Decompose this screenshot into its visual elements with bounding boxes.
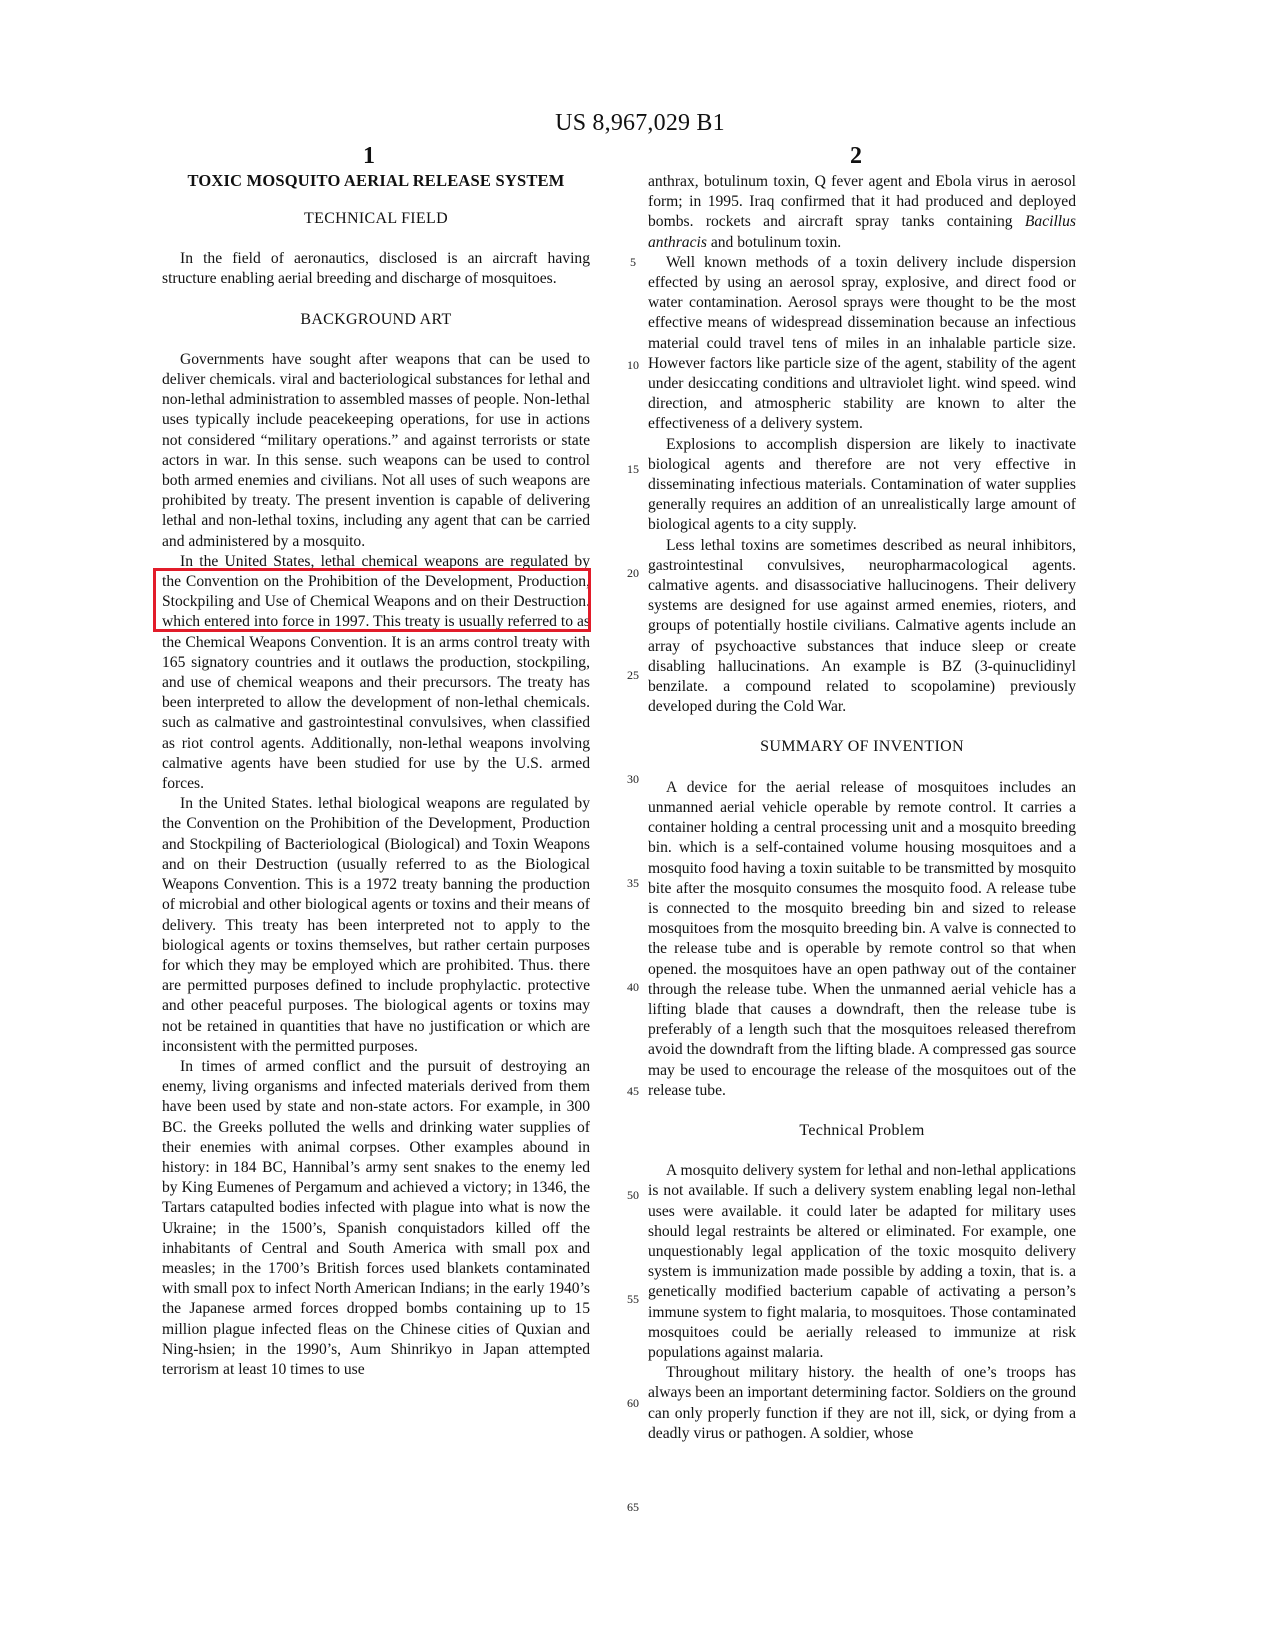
- line-number: 15: [627, 462, 639, 476]
- document-title: TOXIC MOSQUITO AERIAL RELEASE SYSTEM: [187, 171, 565, 190]
- background-p1-text: Governments have sought after weapons that can be used to deliver chemicals. viral and bacteriological substances for lethal and non-lethal administration to assembled masses of people. Non-lethal uses typically include peacekeeping operations, for use in actions not considered “military operations.” and against terrorists or state actors in war. In this sense. such weapons can be used to control both armed enemies and civilians. Not all uses of such weapons are prohibited by treaty.: [162, 350, 590, 510]
- line-number: 10: [627, 358, 639, 372]
- background-paragraph-2: In the United States, lethal chemical weapons are regulated by the Convention on the Prohibition of the Development, Production, Stockpiling and Use of Chemical Weapons and on their Destruction. which entered into force in 1997. This treaty is usually referred to as the Chemical Weapons Convention. It is an arms control treaty with 165 signatory countries and it outlaws the production, stockpiling, and use of chemical weapons and their precursors. The treaty has been interpreted to allow the development of non-lethal chemicals. such as calmative and gastrointestinal convulsives, when classified as riot control agents. Additionally, non-lethal weapons involving calmative agents have been studied for use by the U.S. armed forces.: [162, 552, 590, 793]
- technical-problem-heading: Technical Problem: [799, 1121, 925, 1139]
- summary-paragraph: A device for the aerial release of mosquitoes includes an unmanned aerial vehicle operable by remote control. It carries a container holding a central processing unit and a mosquito breeding bin. which is a self-contained volume housing mosquitoes and a mosquito food having a toxin suitable to be transmitted by mosquito bite after the mosquito consumes the mosquito food. A release tube is connected to the mosquito breeding bin and sized to release mosquitoes from the mosquito breeding bin. A valve is connected to the release tube and is operable by remote control so that when opened. the mosquitoes have an open pathway out of the container through the release tube. When the unmanned aerial vehicle has a lifting blade that causes a downdraft, then the release tube is preferably of a length such that the mosquitoes released therefrom avoid the downdraft from the lifting blade. A compressed gas source may be used to encourage the release of the mosquitoes out of the release tube.: [648, 778, 1076, 1099]
- right-p1-end: and botulinum toxin.: [710, 233, 842, 251]
- line-number: 55: [627, 1292, 639, 1306]
- line-number: 40: [627, 980, 639, 994]
- right-paragraph-2: Well known methods of a toxin delivery include dispersion effected by using an aerosol spray, explosive, and direct food or water contamination. Aerosol sprays were thought to be the most effective means of widespread dissemination because an infectious material could travel tens of miles in an inhalable particle size. However factors like particle size of the agent, stability of the agent under desiccating conditions and ultraviolet light. wind speed. wind direction, and atmospheric stability are known to alter the effectiveness of a delivery system.: [648, 253, 1076, 433]
- line-number: 5: [630, 255, 636, 269]
- background-paragraph-4: In times of armed conflict and the pursuit of destroying an enemy, living organisms and infected materials derived from them have been used by state and non-state actors. For example, in 300 BC. the Greeks polluted the wells and drinking water supplies of their enemies with animal corpses. Other examples abound in history: in 184 BC, Hannibal’s army sent snakes to the enemy led by King Eumenes of Pergamum and achieved a victory; in 1346, the Tartars catapulted bodies infected with plague into what is now the Ukraine; in the 1500’s, Spanish conquistadors killed off the inhabitants of Central and South America with small pox and measles; in the 1700’s British forces used blankets contaminated with small pox to infect North American Indians; in the early 1940’s the Japanese armed forces dropped bombs containing up to 15 million plague infected fleas on the Chinese cities of Quxian and Ning-hsien; in the 1990’s, Aum Shinrikyo in Japan attempted terrorism at least 10 times to use: [162, 1057, 590, 1378]
- highlighted-sentence: The present invention is capable of delivering lethal and non-lethal toxins, including any agent that can be carried and administered by a mosquito.: [162, 492, 590, 550]
- line-number: 35: [627, 876, 639, 890]
- technical-field-text: In the field of aeronautics, disclosed is an aircraft having structure enabling aerial breeding and discharge of mosquitoes.: [162, 250, 590, 288]
- right-paragraph-4: Less lethal toxins are sometimes described as neural inhibitors, gastrointestinal convulsives, neuropharmacological agents. calmative agents. and disassociative hallucinogens. Their delivery systems are designed for use against armed enemies, rioters, and groups of potentially hostile civilians. Calmative agents include an array of psychoactive substances that induce sleep or create disabling hallucinations. An example is BZ (3-quinuclidinyl benzilate. a compound related to scopolamine) previously developed during the Cold War.: [648, 536, 1076, 716]
- problem-paragraph-2: Throughout military history. the health of one’s troops has always been an important determining factor. Soldiers on the ground can only properly function if they are not ill, sick, or dying from a deadly virus or pathogen. A soldier, whose: [648, 1364, 1076, 1442]
- summary-heading: SUMMARY OF INVENTION: [760, 738, 964, 756]
- column-number-right: 2: [850, 143, 862, 169]
- right-paragraph-1: [648, 172, 1076, 253]
- background-heading: BACKGROUND ART: [300, 310, 452, 328]
- background-paragraph-3: In the United States. lethal biological weapons are regulated by the Convention on the Prohibition of the Development, Production and Stockpiling of Bacteriological (Biological) and Toxin Weapons and on their Destruction (usually referred to as the Biological Weapons Convention. This is a 1972 treaty banning the production of microbial and other biological agents or toxins and their means of delivery. This treaty has been interpreted not to apply to the biological agents or toxins themselves, but rather certain purposes for which they may be employed which are prohibited. Thus. there are permitted purposes defined to include prophylactic. protective and other peaceful purposes. The biological agents or toxins may not be retained in quantities that have no justification or which are inconsistent with the permitted purposes.: [162, 795, 590, 1055]
- line-number: 30: [627, 772, 639, 786]
- patent-number: US 8,967,029 B1: [555, 110, 725, 136]
- italic-species-name: Bacillus anthracis: [648, 213, 1076, 251]
- line-number: 45: [627, 1084, 639, 1098]
- line-number: 25: [627, 668, 639, 682]
- right-p1-start: anthrax, botulinum toxin, Q fever agent and Ebola virus in aerosol form; in 1995. Iraq confirmed that it had produced and deployed bombs. rockets and aircraft spray tanks containing: [648, 173, 1076, 231]
- background-paragraph-1: [162, 350, 590, 552]
- line-number: 50: [627, 1188, 639, 1202]
- line-number: 65: [627, 1500, 639, 1514]
- problem-paragraph-1: A mosquito delivery system for lethal and non-lethal applications is not available. If such a delivery system enabling legal non-lethal uses were available. it could later be adapted for military uses should legal restraints be altered or eliminated. For example, one unquestionably legal application of the toxic mosquito delivery system is immunization made possible by adding a toxin, that is. a genetically modified bacterium capable of activating a person’s immune system to fight malaria, to mosquitoes. Those contaminated mosquitoes could be aerially released to immunize at risk populations against malaria.: [648, 1162, 1076, 1361]
- left-column: [162, 170, 590, 1380]
- highlight-box: [153, 568, 591, 632]
- line-number: 60: [627, 1396, 639, 1410]
- right-paragraph-3: Explosions to accomplish dispersion are likely to inactivate biological agents and therefore are not very effective in disseminating infectious materials. Contamination of water supplies generally requires an addition of an unrealistically large amount of biological agents to a city supply.: [648, 435, 1076, 534]
- technical-field-heading: TECHNICAL FIELD: [304, 210, 448, 227]
- column-number-left: 1: [363, 143, 375, 169]
- line-number: 20: [627, 566, 639, 580]
- right-column: [648, 172, 1076, 1444]
